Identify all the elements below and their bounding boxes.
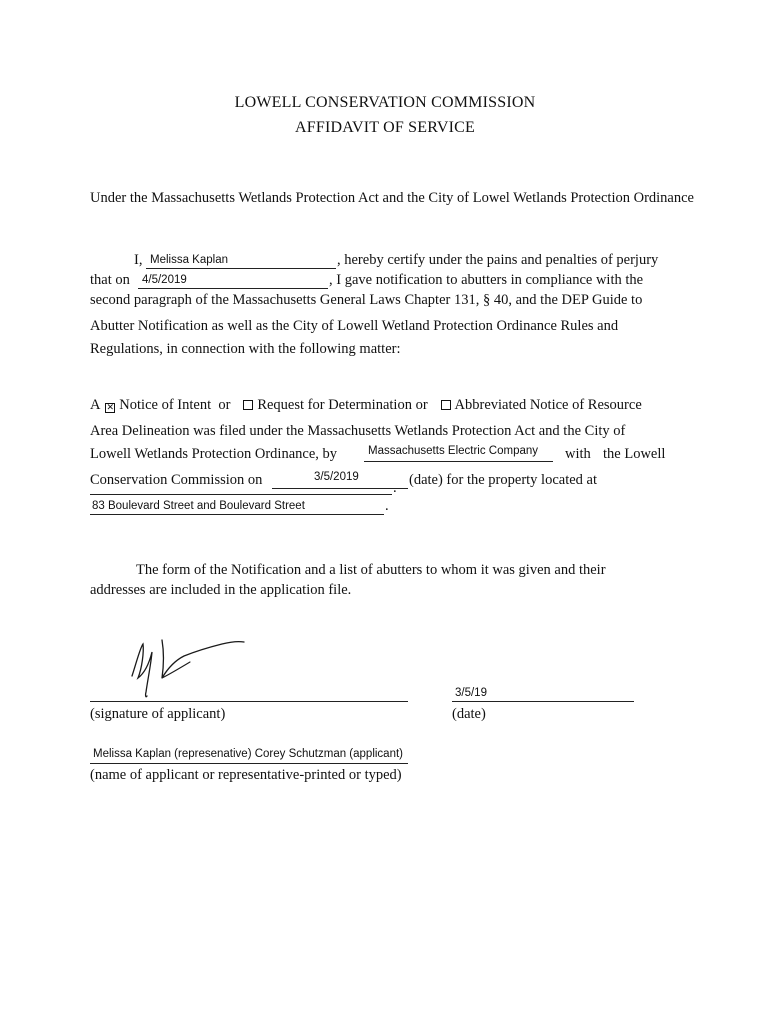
filing-options-line [90, 397, 642, 414]
filing-period-1: . [393, 480, 397, 496]
filed-date-field[interactable]: 3/5/2019 [314, 471, 359, 483]
signature-date-field[interactable]: 3/5/19 [455, 687, 487, 699]
act-reference: Under the Massachusetts Wetlands Protection Act and the City of Lowel Wetlands Protection Ordinance [90, 190, 694, 206]
notice-line2: addresses are included in the application file. [90, 582, 352, 598]
printed-name-underline [90, 763, 408, 764]
property-address-field[interactable]: 83 Boulevard Street and Boulevard Street [92, 500, 305, 512]
printed-name-label: (name of applicant or representative-printed or typed) [90, 767, 402, 783]
blank-property-underline [90, 494, 392, 495]
filed-by-field[interactable]: Massachusetts Electric Company [368, 445, 539, 457]
filed-date-underline [272, 488, 408, 489]
signature-date-label: (date) [452, 706, 486, 722]
filing-line3-with: with [565, 446, 591, 462]
filing-line2: Area Delineation was filed under the Massachusetts Wetlands Protection Act and the City of [90, 423, 626, 439]
filing-line4-prefix: Conservation Commission on [90, 472, 263, 488]
property-address-underline [90, 514, 384, 515]
request-for-determination-label: Request for Determination or [257, 397, 428, 413]
notice-of-intent-label: Notice of Intent [119, 397, 212, 413]
abbreviated-notice-label: Abbreviated Notice of Resource [454, 397, 642, 413]
notice-of-intent-checkbox[interactable]: ✕ [106, 403, 115, 413]
notification-date-field[interactable]: 4/5/2019 [142, 274, 187, 286]
filing-line3-suffix: the Lowell [603, 446, 666, 462]
filed-by-underline [364, 461, 553, 462]
certifier-name-underline [146, 268, 336, 269]
filing-line3-prefix: Lowell Wetlands Protection Ordinance, by [90, 446, 338, 462]
certify-prefix: I, [134, 252, 143, 268]
certify-line4: Abutter Notification as well as the City of Lowell Wetland Protection Ordinance Rules and [90, 318, 619, 334]
form-title: LOWELL CONSERVATION COMMISSION [234, 94, 536, 111]
filing-lead: A [90, 397, 100, 413]
filing-period-2: . [385, 498, 389, 514]
request-for-determination-checkbox[interactable] [243, 400, 253, 410]
form-subtitle: AFFIDAVIT OF SERVICE [295, 119, 475, 136]
certify-line5: Regulations, in connection with the following matter: [90, 341, 401, 357]
or-separator: or [218, 397, 231, 413]
that-on-label: that on [90, 272, 130, 288]
certifier-name-field[interactable]: Melissa Kaplan [150, 254, 228, 266]
certify-line3: second paragraph of the Massachusetts General Laws Chapter 131, § 40, and the DEP Guide to [90, 292, 643, 308]
notification-date-underline [138, 288, 328, 289]
notice-line1: The form of the Notification and a list of abutters to whom it was given and their [136, 562, 606, 578]
certify-line2-suffix: , I gave notification to abutters in compliance with the [329, 272, 644, 288]
signature-date-underline [452, 701, 634, 702]
printed-name-field[interactable]: Melissa Kaplan (represenative) Corey Schutzman (applicant) [93, 748, 404, 760]
abbreviated-notice-checkbox[interactable] [441, 400, 451, 410]
filing-line4-suffix: (date) for the property located at [409, 472, 598, 488]
certify-line1-suffix: , hereby certify under the pains and penalties of perjury [337, 252, 659, 268]
handwritten-signature [118, 634, 253, 700]
signature-underline [90, 701, 408, 702]
signature-label: (signature of applicant) [90, 706, 226, 722]
